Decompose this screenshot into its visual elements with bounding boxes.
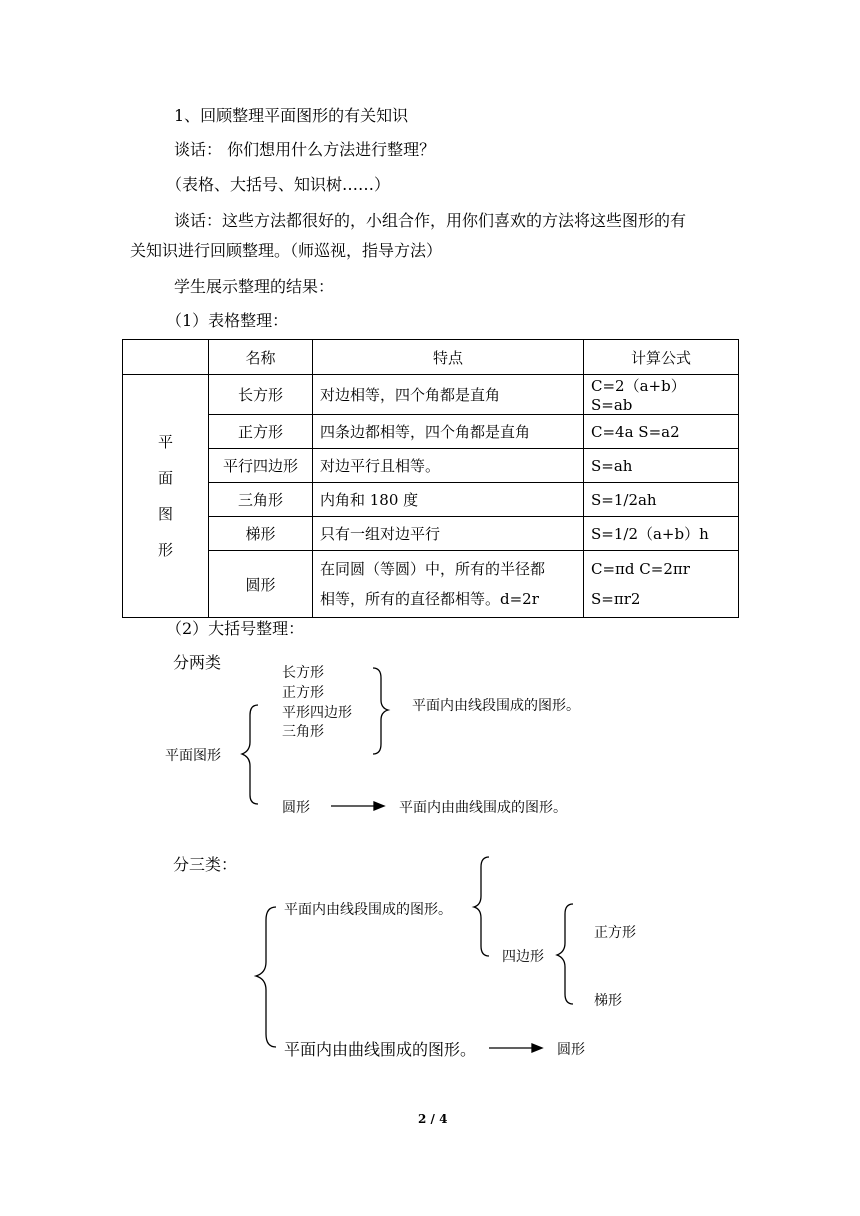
row-feature: 内角和 180 度 [313,483,584,517]
row-feature: 在同圆（等圆）中，所有的半径都 相等，所有的直径都相等。d=2r [313,551,584,618]
header-feature: 特点 [313,340,584,375]
three-class-label: 分三类： [173,855,238,874]
paragraph-methods: （表格、大括号、知识树……） [166,175,391,194]
row-feature: 对边平行且相等。 [313,449,584,483]
paragraph-results: 学生展示整理的结果： [174,277,335,296]
quad-item: 正方形 [594,925,636,941]
section-brace-title: （2）大括号整理： [166,619,305,638]
group-item: 三角形 [282,724,324,740]
paragraph-talk-1: 谈话： 你们想用什么方法进行整理？ [174,140,436,159]
row-name: 三角形 [209,483,313,517]
group-description: 平面内由线段围成的图形。 [412,698,580,714]
row-formula: C=4a S=a2 [584,415,739,449]
group-item: 平形四边形 [282,705,352,721]
row-name: 正方形 [209,415,313,449]
page-number: 2 / 4 [418,1112,448,1126]
row-formula: S=ah [584,449,739,483]
line-figure-label: 平面内由线段围成的图形。 [284,902,452,918]
row-feature: 对边相等，四个角都是直角 [313,375,584,415]
paragraph-talk-2a: 谈话：这些方法都很好的，小组合作，用你们喜欢的方法将这些图形的有 [174,211,687,230]
left-brace [242,705,258,804]
circle-label: 圆形 [282,800,310,816]
root-label: 平面图形 [165,748,221,764]
row-name: 圆形 [209,551,313,618]
right-brace [373,668,388,754]
row-formula: C=2（a+b） S=ab [584,375,739,415]
curve-figure-label: 平面内由曲线围成的图形。 [284,1040,477,1059]
arrow-head [374,802,384,810]
section-table-title: （1）表格整理： [166,311,289,330]
row-formula: C=πd C=2πr S=πr2 [584,551,739,618]
left-brace-big [256,907,276,1047]
row-name: 长方形 [209,375,313,415]
circle-label-3: 圆形 [557,1042,585,1058]
quad-item: 梯形 [594,993,622,1009]
arrow-head-3 [532,1044,542,1052]
heading-review: 1、回顾整理平面图形的有关知识 [174,106,409,125]
header-name: 名称 [209,340,313,375]
group-item: 正方形 [282,685,324,701]
right-brace-mid [474,857,489,956]
row-formula: S=1/2ah [584,483,739,517]
two-class-label: 分两类 [173,653,222,672]
side-label: 平 面 图 形 [123,375,209,618]
row-feature: 只有一组对边平行 [313,517,584,551]
row-name: 梯形 [209,517,313,551]
left-brace-quad [557,904,573,1004]
group-item: 长方形 [282,665,324,681]
paragraph-talk-2b: 关知识进行回顾整理。（师巡视，指导方法） [130,241,443,260]
header-formula: 计算公式 [584,340,739,375]
row-name: 平行四边形 [209,449,313,483]
row-feature: 四条边都相等，四个角都是直角 [313,415,584,449]
row-formula: S=1/2（a+b）h [584,517,739,551]
quad-label: 四边形 [502,949,544,965]
circle-description: 平面内由曲线围成的图形。 [399,800,567,816]
